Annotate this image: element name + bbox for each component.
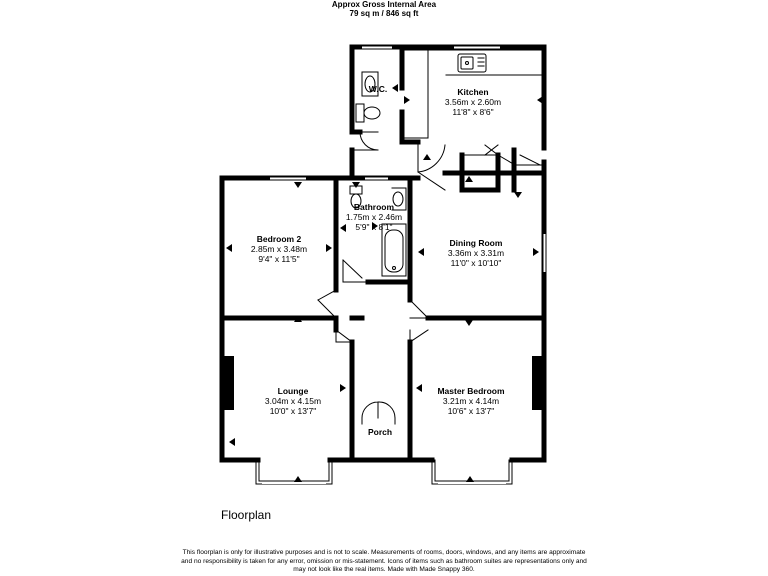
disclaimer-line-3: may not look like the real items. Made with Made Snappy 360. <box>293 566 475 574</box>
room-master-name: Master Bedroom <box>437 386 505 396</box>
room-master-metric: 3.21m x 4.14m <box>442 396 500 406</box>
room-porch-name: Porch <box>367 427 393 437</box>
room-dining-name: Dining Room <box>449 238 503 248</box>
area-title: Approx Gross Internal Area <box>331 0 437 9</box>
room-bedroom2-imperial: 9'4" x 11'5" <box>258 254 300 264</box>
room-kitchen-imperial: 11'8" x 8'6" <box>452 107 494 117</box>
room-bedroom2-name: Bedroom 2 <box>256 234 302 244</box>
room-lounge-label <box>265 386 321 416</box>
room-dining-imperial: 11'0" x 10'10" <box>450 258 502 268</box>
room-kitchen-name: Kitchen <box>457 87 489 97</box>
kitchen-sink <box>458 54 486 72</box>
room-bathroom-imperial: 5'9" x 8'1" <box>355 222 393 232</box>
room-wc-name: W.C. <box>368 84 388 94</box>
room-kitchen-metric: 3.56m x 2.60m <box>444 97 502 107</box>
room-porch-label <box>368 427 392 437</box>
area-value: 79 sq m / 846 sq ft <box>349 9 419 18</box>
room-dining-metric: 3.36m x 3.31m <box>447 248 505 258</box>
room-master-label <box>437 386 505 416</box>
room-kitchen-label <box>445 87 501 117</box>
disclaimer-line-1: This floorplan is only for illustrative purposes and is not to scale. Measurements of rooms, doors, windows, and any items are approximate <box>182 549 586 556</box>
room-bedroom2-metric: 2.85m x 3.48m <box>250 244 308 254</box>
room-lounge-name: Lounge <box>277 386 309 396</box>
wc-fixtures <box>356 72 380 122</box>
disclaimer <box>150 549 618 575</box>
lounge-bay-window <box>256 460 332 484</box>
room-dining-label <box>448 238 504 268</box>
room-master-imperial: 10'6" x 13'7" <box>447 406 495 416</box>
room-bathroom-metric: 1.75m x 2.46m <box>345 212 403 222</box>
room-bathroom-name: Bathroom <box>353 202 395 212</box>
room-bedroom2-label <box>251 234 307 264</box>
disclaimer-line-2: and no responsibility is taken for any error, omission or mis-statement. Icons of items such as bathroom suites are representations only and <box>181 557 587 565</box>
room-lounge-imperial: 10'0" x 13'7" <box>269 406 317 416</box>
kitchen-cupboards <box>462 150 514 190</box>
room-lounge-metric: 3.04m x 4.15m <box>264 396 322 406</box>
floorplan-label: Floorplan <box>221 508 272 522</box>
room-bathroom-label <box>346 202 402 232</box>
room-wc-label <box>369 84 387 94</box>
